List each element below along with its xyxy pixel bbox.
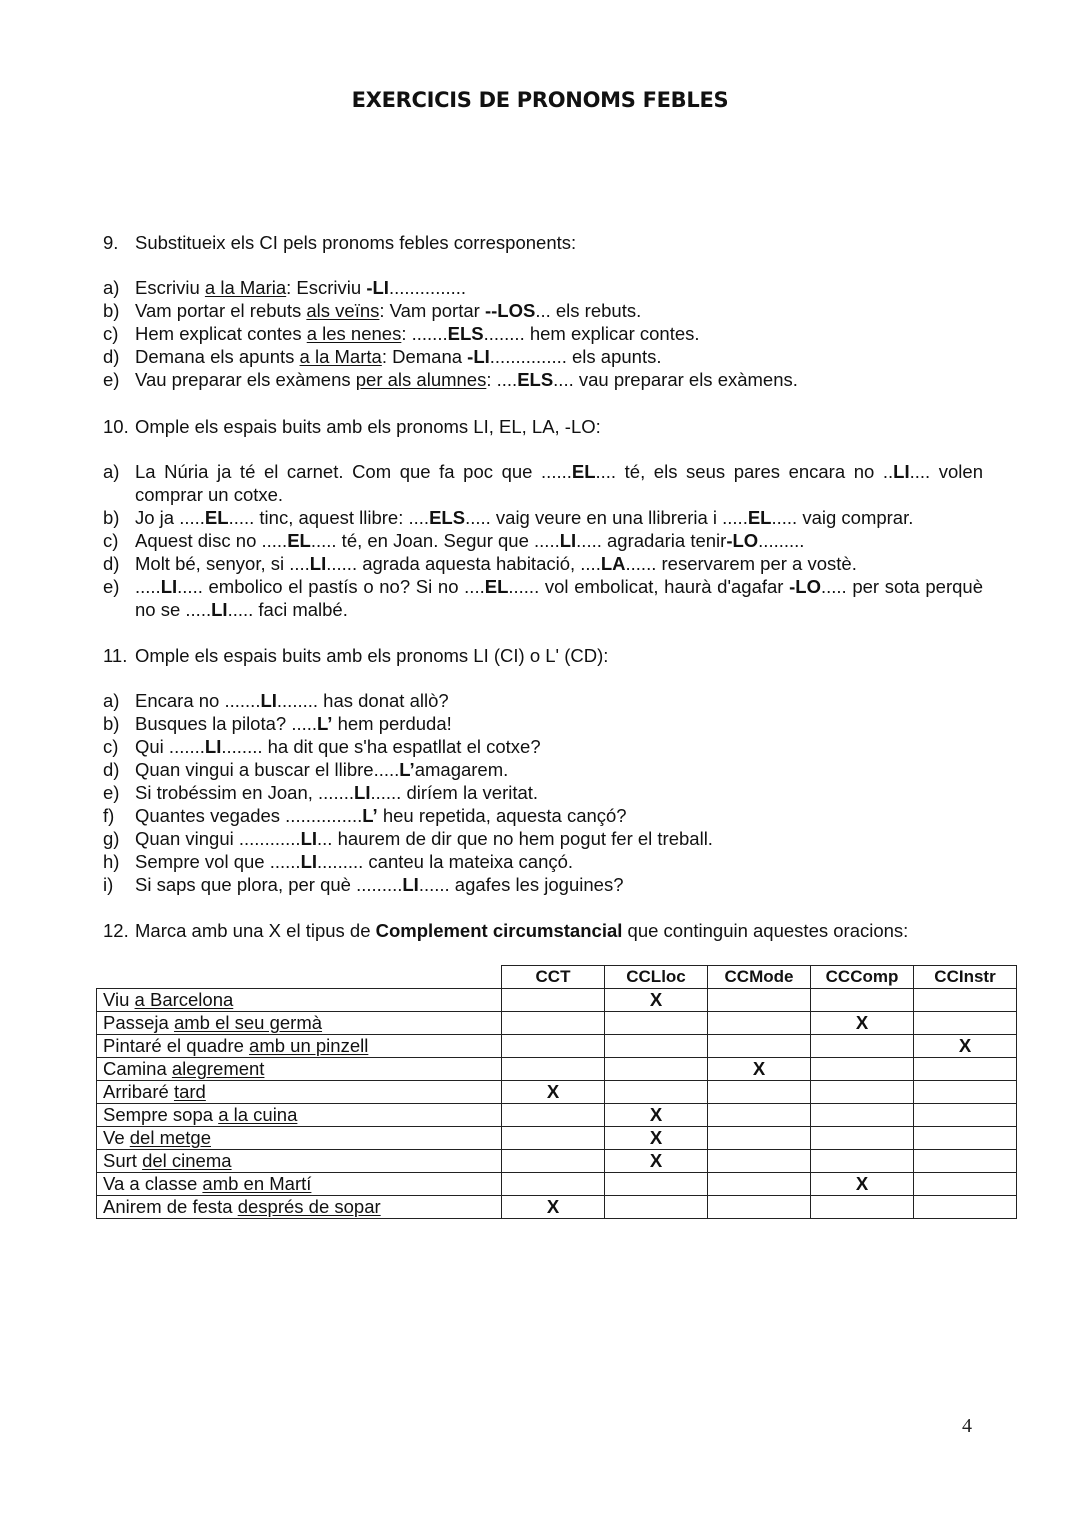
exercise-9 (103, 231, 983, 391)
mark-cell-ccmode[interactable] (708, 1035, 811, 1058)
item-text (135, 873, 983, 896)
text-fragment: Ve (103, 1127, 130, 1148)
mark-cell-cclloc[interactable]: X (605, 1127, 708, 1150)
table-body (97, 989, 1017, 1219)
table-row (97, 1127, 1017, 1150)
underlined-complement: del metge (129, 1127, 211, 1148)
exercise-item (103, 873, 983, 896)
answer-pronoun: LI (260, 690, 277, 711)
text-fragment: ......... canteu la mateixa cançó. (317, 851, 574, 872)
answer-pronoun: LI (300, 851, 318, 872)
text-fragment: La Núria ja té el carnet. Com que fa poc que ...... (135, 461, 572, 482)
underlined-complement: per als alumnes (355, 369, 487, 390)
exercise-number: 12. (103, 920, 129, 941)
text-fragment: ..... (135, 576, 161, 597)
text-fragment: ......... (758, 530, 805, 551)
mark-cell-ccmode[interactable] (708, 1081, 811, 1104)
mark-cell-cccomp[interactable] (811, 1196, 914, 1219)
underlined-complement: a Barcelona (134, 989, 234, 1010)
mark-cell-cccomp[interactable] (811, 1035, 914, 1058)
mark-cell-cct[interactable]: X (502, 1081, 605, 1104)
answer-pronoun: LI (559, 530, 577, 551)
sentence-cell (97, 1173, 502, 1196)
mark-cell-cccomp[interactable] (811, 989, 914, 1012)
item-label: e) (103, 782, 120, 803)
item-label: g) (103, 828, 120, 849)
underlined-complement: a la Maria (204, 277, 287, 298)
exercise-item (103, 506, 983, 529)
text-fragment: Busques la pilota? ..... (135, 713, 318, 734)
text-fragment: Vau preparar els exàmens (135, 369, 356, 390)
underlined-complement: alegrement (171, 1058, 265, 1079)
table-row (97, 1150, 1017, 1173)
mark-cell-ccmode[interactable]: X (708, 1058, 811, 1081)
mark-cell-cclloc[interactable] (605, 1081, 708, 1104)
text-fragment: Sempre sopa (103, 1104, 219, 1125)
table-row (97, 1173, 1017, 1196)
underlined-complement: als veïns (306, 300, 380, 321)
exercise-instruction: Substitueix els CI pels pronoms febles corresponents: (135, 232, 577, 253)
answer-pronoun: LI (402, 874, 419, 895)
mark-cell-ccmode[interactable] (708, 1196, 811, 1219)
exercise-item (103, 804, 983, 827)
text-fragment: Si trobéssim en Joan, ....... (135, 782, 355, 803)
item-text (135, 712, 983, 735)
item-label: d) (103, 759, 120, 780)
answer-pronoun: -LI (366, 277, 389, 298)
text-fragment: Passeja (103, 1012, 174, 1033)
item-text (135, 781, 983, 804)
exercise-10 (103, 415, 983, 621)
exercise-12 (103, 919, 983, 942)
item-text (135, 345, 983, 368)
item-label: e) (103, 576, 120, 597)
answer-pronoun: LI (300, 828, 318, 849)
item-text (135, 506, 983, 529)
item-label: d) (103, 553, 120, 574)
column-header-cct: CCT (502, 966, 605, 989)
text-fragment: Marca amb una X el tipus de (135, 920, 376, 941)
mark-cell-cclloc[interactable]: X (605, 989, 708, 1012)
item-label: d) (103, 346, 120, 367)
table-row (97, 1104, 1017, 1127)
text-fragment: amagarem. (414, 759, 509, 780)
exercise-item (103, 345, 983, 368)
text-fragment: Encara no ....... (135, 690, 261, 711)
text-fragment: ..... vaig veure en una llibreria i ..... (465, 507, 748, 528)
exercise-11-heading (103, 644, 983, 667)
exercise-11-items (103, 689, 983, 896)
item-label: c) (103, 530, 119, 551)
text-fragment: ..... embolico el pastís o no? Si no .... (177, 576, 485, 597)
text-fragment: ...... vol embolicat, haurà d'agafar (508, 576, 790, 597)
mark-cell-cct[interactable] (502, 1012, 605, 1035)
mark-cell-cccomp[interactable]: X (811, 1012, 914, 1035)
text-fragment: ..... faci malbé. (227, 599, 348, 620)
text-fragment: Si saps que plora, per què ......... (135, 874, 403, 895)
sentence-cell (97, 1150, 502, 1173)
table-row (97, 1081, 1017, 1104)
exercise-item (103, 529, 983, 552)
text-fragment: : Demana (381, 346, 468, 367)
mark-cell-cclloc[interactable] (605, 1173, 708, 1196)
item-text (135, 322, 983, 345)
exercise-item (103, 758, 983, 781)
text-fragment: Quan vingui a buscar el llibre..... (135, 759, 400, 780)
exercise-item (103, 827, 983, 850)
text-fragment: Escriviu (135, 277, 205, 298)
text-fragment: ...... reservarem per a vostè. (625, 553, 857, 574)
mark-cell-ccinstr[interactable] (914, 1058, 1017, 1081)
mark-cell-ccmode[interactable] (708, 1012, 811, 1035)
text-fragment: ..... agradaria tenir (576, 530, 727, 551)
text-fragment: Surt (103, 1150, 143, 1171)
mark-cell-ccmode[interactable] (708, 1104, 811, 1127)
text-fragment: Molt bé, senyor, si .... (135, 553, 310, 574)
text-fragment: Arribaré (103, 1081, 174, 1102)
item-label: a) (103, 690, 120, 711)
answer-pronoun: LI (893, 461, 910, 482)
table-row (97, 1012, 1017, 1035)
mark-cell-cclloc[interactable] (605, 1012, 708, 1035)
exercise-instruction (135, 919, 908, 942)
mark-cell-cccomp[interactable] (811, 1127, 914, 1150)
exercise-item (103, 552, 983, 575)
mark-cell-cct[interactable] (502, 1035, 605, 1058)
column-header-cclloc: CCLloc (605, 966, 708, 989)
item-text (135, 689, 983, 712)
exercise-item (103, 322, 983, 345)
mark-cell-ccmode[interactable] (708, 1173, 811, 1196)
exercise-11 (103, 644, 983, 896)
text-fragment: : ....... (401, 323, 448, 344)
answer-pronoun: EL (287, 530, 311, 551)
mark-cell-cccomp[interactable] (811, 1081, 914, 1104)
exercise-9-heading (103, 231, 983, 254)
sentence-cell (97, 1104, 502, 1127)
exercise-item (103, 460, 983, 506)
text-fragment: ........ hem explicar contes. (483, 323, 700, 344)
underlined-complement: després de sopar (237, 1196, 381, 1217)
text-fragment: ..... tinc, aquest llibre: .... (228, 507, 430, 528)
answer-pronoun: ELS (429, 507, 466, 528)
mark-cell-ccinstr[interactable] (914, 1081, 1017, 1104)
mark-cell-cct[interactable] (502, 1173, 605, 1196)
item-text (135, 575, 983, 621)
mark-cell-cccomp[interactable] (811, 1150, 914, 1173)
text-fragment: Camina (103, 1058, 172, 1079)
exercise-number: 10. (103, 416, 129, 437)
item-text (135, 804, 983, 827)
mark-cell-cclloc[interactable]: X (605, 1150, 708, 1173)
mark-cell-ccmode[interactable] (708, 1127, 811, 1150)
item-label: f) (103, 805, 115, 826)
underlined-complement: a la cuina (218, 1104, 298, 1125)
underlined-complement: a la Marta (299, 346, 382, 367)
table-header-row (97, 966, 1017, 989)
mark-cell-cct[interactable] (502, 1104, 605, 1127)
text-fragment: Va a classe (103, 1173, 203, 1194)
answer-pronoun: -LI (467, 346, 490, 367)
answer-pronoun: L’ (399, 759, 415, 780)
text-fragment: : Vam portar (379, 300, 485, 321)
text-fragment: Anirem de festa (103, 1196, 238, 1217)
item-label: a) (103, 277, 120, 298)
text-fragment: Hem explicat contes (135, 323, 307, 344)
exercise-item (103, 299, 983, 322)
item-text (135, 276, 983, 299)
exercise-item (103, 368, 983, 391)
sentence-cell (97, 1012, 502, 1035)
exercise-instruction: Omple els espais buits amb els pronoms LI, EL, LA, -LO: (135, 416, 601, 437)
mark-cell-cct[interactable] (502, 1150, 605, 1173)
mark-cell-ccinstr[interactable] (914, 1173, 1017, 1196)
table-row (97, 1196, 1017, 1219)
text-fragment: ..... per sota perquè no se ..... (135, 576, 983, 620)
answer-pronoun: LI (354, 782, 371, 803)
mark-cell-cclloc[interactable] (605, 1058, 708, 1081)
item-text (135, 552, 983, 575)
text-fragment: .... volen comprar un cotxe. (135, 461, 983, 505)
mark-cell-ccinstr[interactable]: X (914, 1035, 1017, 1058)
mark-cell-cccomp[interactable] (811, 1104, 914, 1127)
exercise-10-items (103, 460, 983, 621)
item-text (135, 299, 983, 322)
sentence-cell (97, 1081, 502, 1104)
text-fragment: ... els rebuts. (535, 300, 642, 321)
underlined-complement: a les nenes (306, 323, 402, 344)
exercise-item (103, 276, 983, 299)
text-fragment: .... té, els seus pares encara no .. (595, 461, 894, 482)
text-fragment: ........ has donat allò? (276, 690, 449, 711)
item-text (135, 758, 983, 781)
table-row (97, 989, 1017, 1012)
text-fragment: ... haurem de dir que no hem pogut fer el treball. (317, 828, 713, 849)
mark-cell-ccinstr[interactable] (914, 1127, 1017, 1150)
mark-cell-ccinstr[interactable] (914, 1104, 1017, 1127)
item-text (135, 850, 983, 873)
mark-cell-cct[interactable] (502, 1127, 605, 1150)
item-label: i) (103, 874, 114, 895)
answer-pronoun: EL (204, 507, 229, 528)
answer-pronoun: Complement circumstancial (375, 920, 623, 941)
text-fragment: heu repetida, aquesta cançó? (377, 805, 627, 826)
exercise-item (103, 689, 983, 712)
table-row (97, 1058, 1017, 1081)
answer-pronoun: -LO (726, 530, 759, 551)
text-fragment: hem perduda! (332, 713, 452, 734)
underlined-complement: del cinema (142, 1150, 232, 1171)
answer-pronoun: EL (484, 576, 509, 597)
column-header-ccmode: CCMode (708, 966, 811, 989)
exercise-item (103, 735, 983, 758)
table-row (97, 1035, 1017, 1058)
answer-pronoun: LA (600, 553, 626, 574)
mark-cell-cct[interactable] (502, 989, 605, 1012)
exercise-9-items (103, 276, 983, 391)
answer-pronoun: -LO (789, 576, 821, 597)
text-fragment: ........ ha dit que s'ha espatllat el cotxe? (221, 736, 541, 757)
mark-cell-cclloc[interactable]: X (605, 1104, 708, 1127)
item-label: b) (103, 713, 120, 734)
text-fragment: Qui ....... (135, 736, 205, 757)
page-title: EXERCICIS DE PRONOMS FEBLES (351, 88, 729, 112)
text-fragment: : Escriviu (286, 277, 367, 298)
item-text (135, 529, 983, 552)
item-label: c) (103, 736, 119, 757)
answer-pronoun: LI (211, 599, 228, 620)
text-fragment: Jo ja ..... (135, 507, 205, 528)
text-fragment: ...... agafes les joguines? (418, 874, 624, 895)
mark-cell-cct[interactable]: X (502, 1196, 605, 1219)
mark-cell-ccmode[interactable] (708, 989, 811, 1012)
text-fragment: Vam portar el rebuts (135, 300, 307, 321)
mark-cell-cccomp[interactable]: X (811, 1173, 914, 1196)
text-fragment: Quantes vegades ............... (135, 805, 363, 826)
item-label: b) (103, 300, 120, 321)
page-number: 4 (962, 1415, 972, 1437)
exercise-item (103, 781, 983, 804)
text-fragment: Aquest disc no ..... (135, 530, 288, 551)
item-label: e) (103, 369, 120, 390)
item-text (135, 827, 983, 850)
text-fragment: ............... els apunts. (489, 346, 662, 367)
exercise-item (103, 712, 983, 735)
mark-cell-cct[interactable] (502, 1058, 605, 1081)
text-fragment: Quan vingui ............ (135, 828, 301, 849)
sentence-cell (97, 1035, 502, 1058)
sentence-cell (97, 989, 502, 1012)
answer-pronoun: LI (204, 736, 222, 757)
mark-cell-cclloc[interactable] (605, 1035, 708, 1058)
text-fragment: Sempre vol que ...... (135, 851, 301, 872)
mark-cell-cclloc[interactable] (605, 1196, 708, 1219)
item-label: h) (103, 851, 120, 872)
text-fragment: .... vau preparar els exàmens. (553, 369, 798, 390)
header-blank-cell (97, 966, 502, 989)
answer-pronoun: --LOS (484, 300, 536, 321)
text-fragment: Pintaré el quadre (103, 1035, 250, 1056)
text-fragment: ...... diríem la veritat. (370, 782, 539, 803)
exercise-number: 11. (103, 645, 128, 666)
text-fragment: : .... (486, 369, 518, 390)
answer-pronoun: ELS (517, 369, 554, 390)
exercise-item (103, 850, 983, 873)
underlined-complement: amb en Martí (202, 1173, 312, 1194)
answer-pronoun: L’ (362, 805, 378, 826)
mark-cell-ccinstr[interactable] (914, 1012, 1017, 1035)
item-text (135, 460, 983, 506)
answer-pronoun: ELS (447, 323, 484, 344)
sentence-cell (97, 1058, 502, 1081)
answer-pronoun: LI (160, 576, 178, 597)
underlined-complement: tard (173, 1081, 206, 1102)
answer-pronoun: EL (747, 507, 772, 528)
item-text (135, 368, 983, 391)
complement-table (96, 965, 1017, 1219)
answer-pronoun: EL (571, 461, 596, 482)
exercise-instruction: Omple els espais buits amb els pronoms LI (CI) o L' (CD): (135, 645, 609, 666)
exercise-12-heading (103, 919, 983, 942)
exercise-item (103, 575, 983, 621)
column-header-cccomp: CCComp (811, 966, 914, 989)
text-fragment: ..... té, en Joan. Segur que ..... (310, 530, 560, 551)
answer-pronoun: LI (309, 553, 327, 574)
text-fragment: Viu (103, 989, 135, 1010)
item-label: b) (103, 507, 120, 528)
mark-cell-ccinstr[interactable] (914, 989, 1017, 1012)
text-fragment: Demana els apunts (135, 346, 300, 367)
mark-cell-cccomp[interactable] (811, 1058, 914, 1081)
exercise-number: 9. (103, 232, 119, 253)
answer-pronoun: L’ (317, 713, 333, 734)
underlined-complement: amb un pinzell (249, 1035, 369, 1056)
item-label: c) (103, 323, 119, 344)
exercise-10-heading (103, 415, 983, 438)
item-text (135, 735, 983, 758)
text-fragment: que continguin aquestes oracions: (622, 920, 909, 941)
sentence-cell (97, 1127, 502, 1150)
mark-cell-ccinstr[interactable] (914, 1196, 1017, 1219)
column-header-ccinstr: CCInstr (914, 966, 1017, 989)
mark-cell-ccinstr[interactable] (914, 1150, 1017, 1173)
mark-cell-ccmode[interactable] (708, 1150, 811, 1173)
text-fragment: ..... vaig comprar. (771, 507, 914, 528)
sentence-cell (97, 1196, 502, 1219)
text-fragment: ............... (388, 277, 467, 298)
item-label: a) (103, 461, 120, 482)
text-fragment: ...... agrada aquesta habitació, .... (326, 553, 601, 574)
underlined-complement: amb el seu germà (173, 1012, 323, 1033)
